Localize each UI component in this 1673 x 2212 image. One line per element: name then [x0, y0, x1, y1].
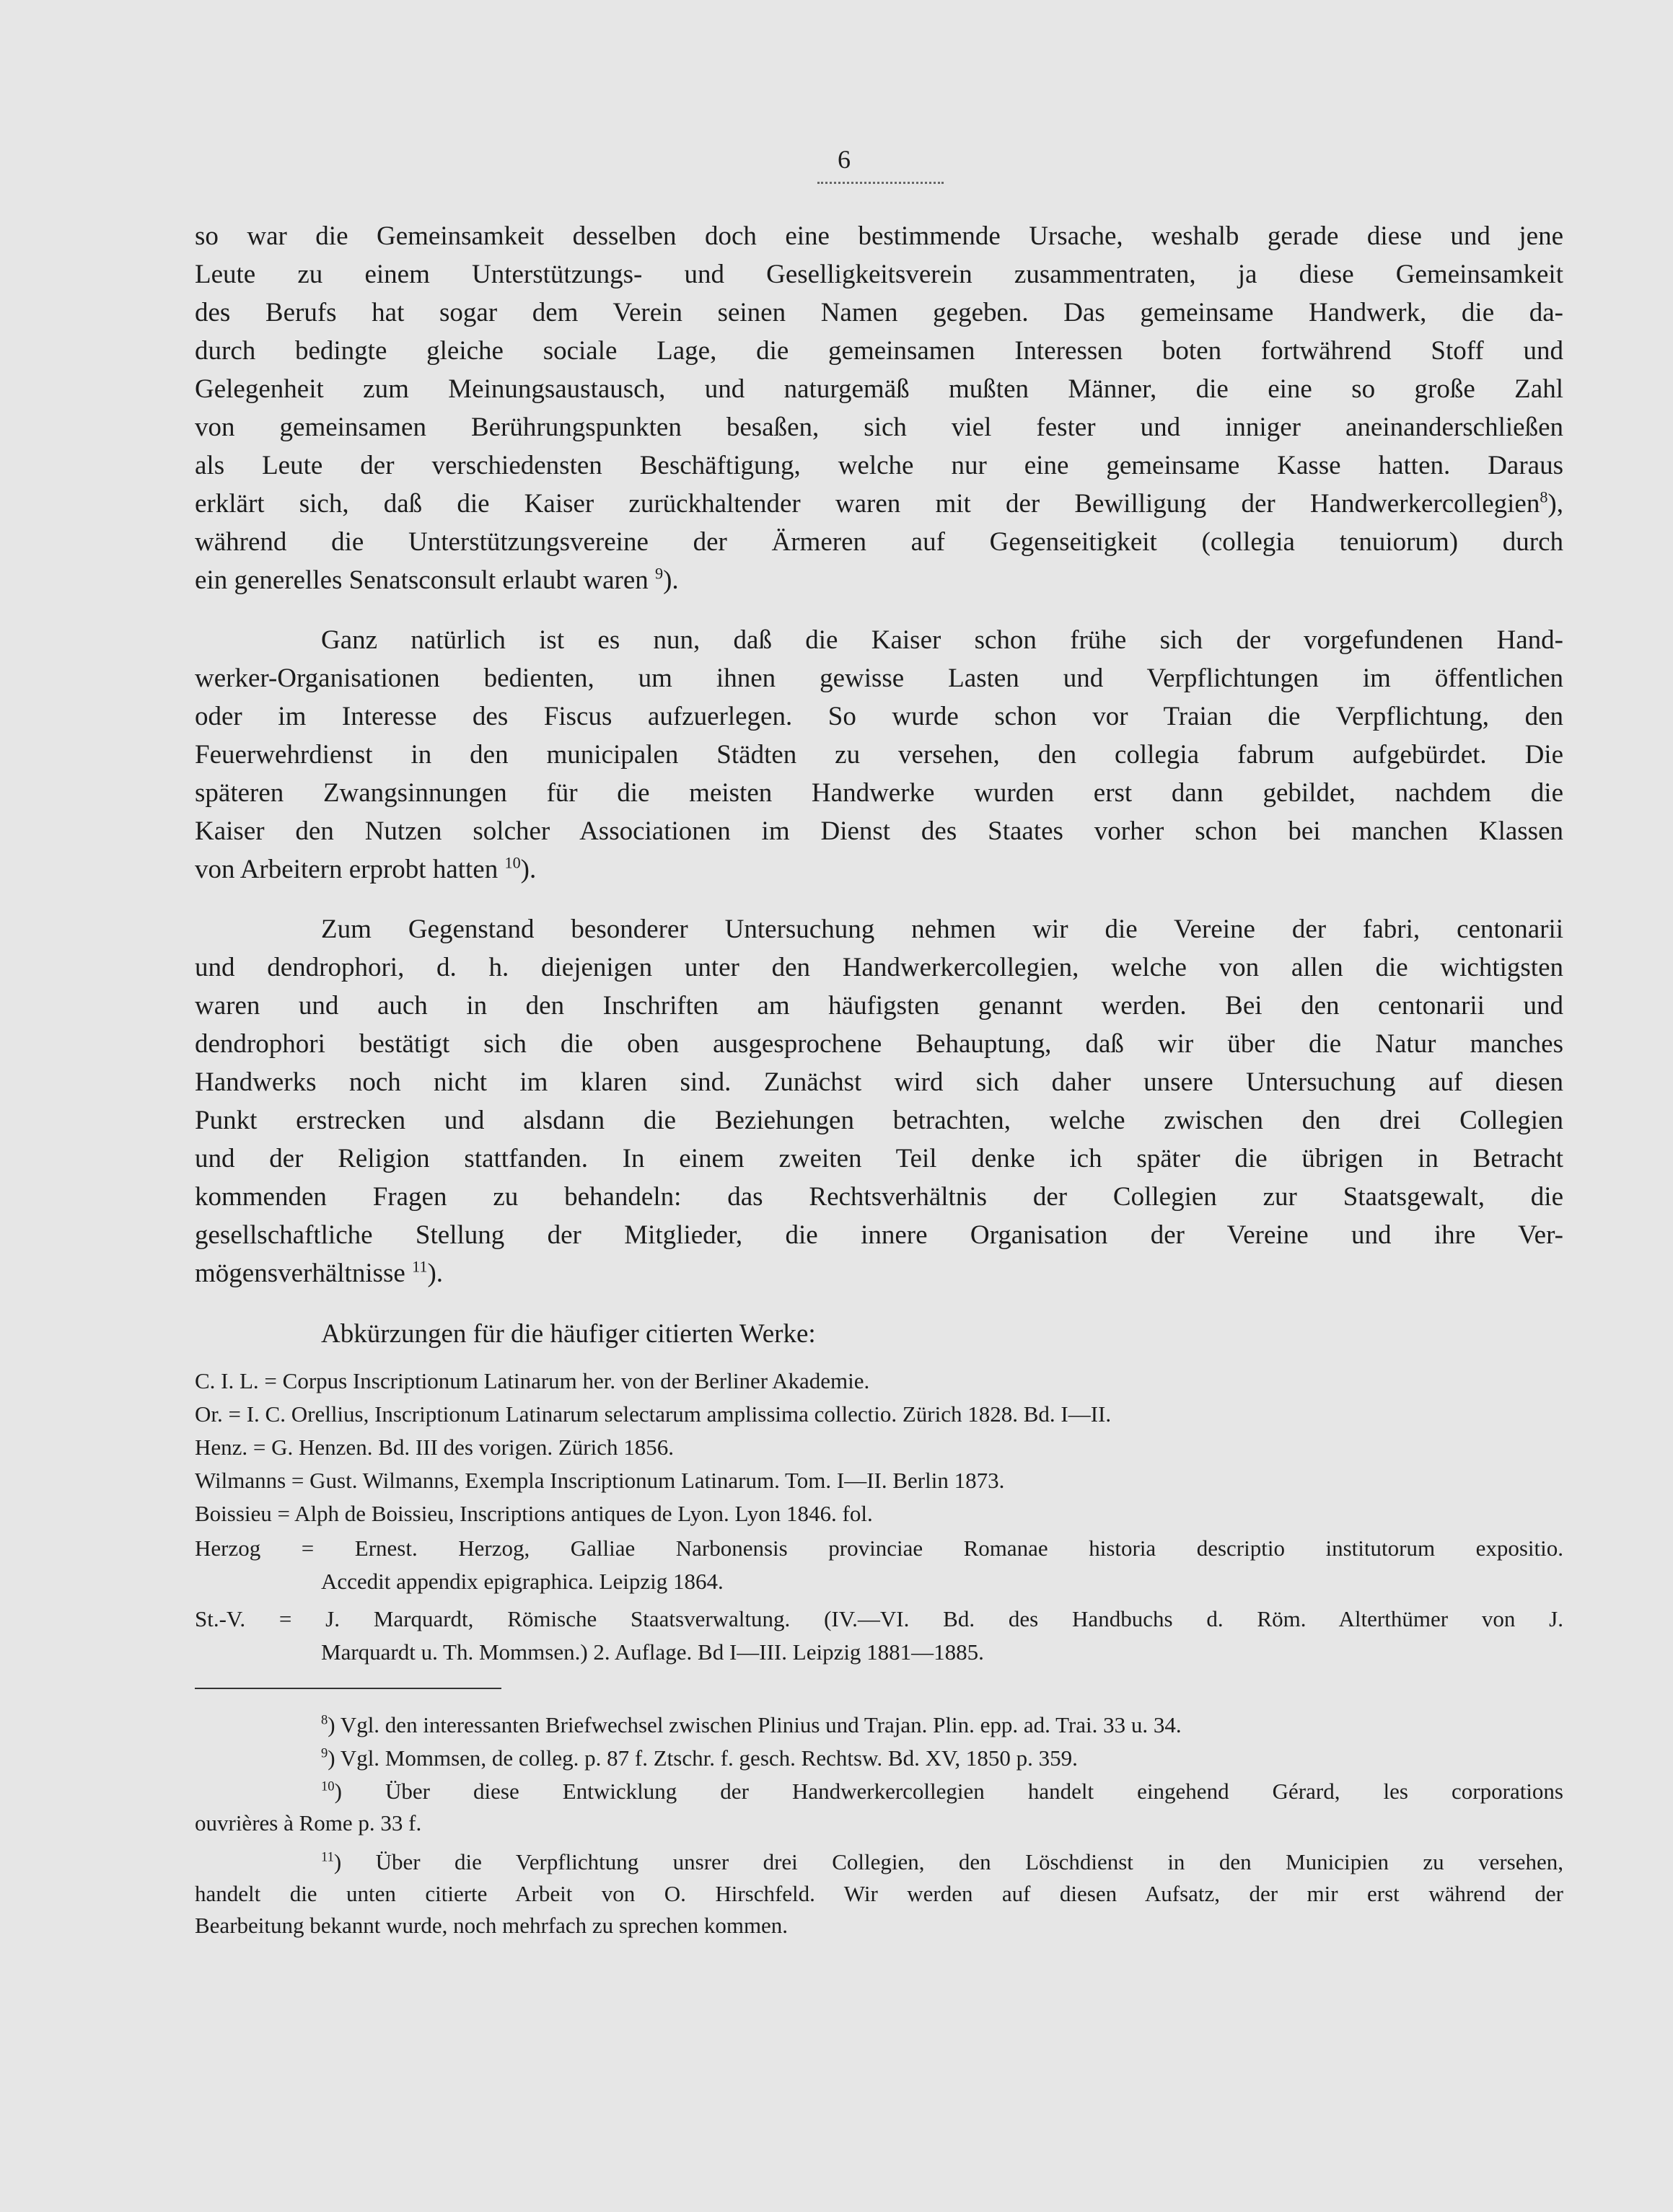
body-line: Kaiser den Nutzen solcher Associationen im Dienst des Staates vorher schon bei manchen Klassen [195, 816, 1563, 846]
body-line: ein generelles Senatsconsult erlaubt waren $^9$). [195, 564, 679, 595]
body-line: von Arbeitern erprobt hatten $^{10}$). [195, 853, 537, 884]
body-line: und der Religion stattfanden. In einem zweiten Teil denke ich später die übrigen in Betracht [195, 1144, 1563, 1173]
footnote-ref: 10 [504, 853, 521, 872]
body-line: und dendrophori, d. h. diejenigen unter den Handwerkercollegien, welche von allen die wichtigsten [195, 953, 1563, 982]
body-line: von gemeinsamen Berührungspunkten besaßen, sich viel fester und inniger aneinanderschließen [195, 413, 1563, 442]
footnote-separator [195, 1688, 501, 1689]
abbreviation-entry: St.-V. = J. Marquardt, Römische Staatsverwaltung. (IV.—VI. Bd. des Handbuchs d. Röm. Alterthümer von J. [195, 1606, 1563, 1631]
body-line: durch bedingte gleiche sociale Lage, die gemeinsamen Interessen boten fortwährend Stoff und [195, 336, 1563, 366]
body-line: dendrophori bestätigt sich die oben ausgesprochene Behauptung, daß wir über die Natur manches [195, 1029, 1563, 1059]
footnote: $^9$) Vgl. Mommsen, de colleg. p. 87 f. Ztschr. f. gesch. Rechtsw. Bd. XV, 1850 p. 359. [321, 1745, 1078, 1771]
footnote: $^8$) Vgl. den interessanten Briefwechsel zwischen Plinius und Trajan. Plin. epp. ad. Trai. 33 u. 34. [321, 1712, 1182, 1737]
body-line: erklärt sich, daß die Kaiser zurückhaltender waren mit der Bewilligung der Handwerkercollegien$^8$), [195, 488, 1563, 519]
abbreviation-entry: C. I. L. = Corpus Inscriptionum Latinarum her. von der Berliner Akademie. [195, 1368, 870, 1393]
abbreviations-heading: Abkürzungen für die häufiger citierten Werke: [321, 1319, 816, 1349]
footnote-cont: Bearbeitung bekannt wurde, noch mehrfach zu sprechen kommen. [195, 1913, 789, 1938]
footnote: $^{11}$) Über die Verpflichtung unsrer drei Collegien, den Löschdienst in den Municipien zu versehen, [321, 1849, 1563, 1874]
body-line: als Leute der verschiedensten Beschäftigung, welche nur eine gemeinsame Kasse hatten. Daraus [195, 451, 1563, 480]
footnote-cont: ouvrières à Rome p. 33 f. [195, 1810, 422, 1836]
body-line: während die Unterstützungsvereine der Ärmeren auf Gegenseitigkeit (collegia tenuiorum) durch [195, 527, 1563, 557]
body-line: mögensverhältnisse $^{11}$). [195, 1257, 444, 1288]
body-line: Handwerks noch nicht im klaren sind. Zunächst wird sich daher unsere Untersuchung auf diesen [195, 1067, 1563, 1097]
body-line: kommenden Fragen zu behandeln: das Rechtsverhältnis der Collegien zur Staatsgewalt, die [195, 1182, 1563, 1212]
body-line: Gelegenheit zum Meinungsaustausch, und naturgemäß mußten Männer, die eine so große Zahl [195, 374, 1563, 404]
body-line: Zum Gegenstand besonderer Untersuchung nehmen wir die Vereine der fabri, centonarii [321, 915, 1563, 944]
page-number-ornament [817, 182, 944, 184]
abbreviation-entry: Or. = I. C. Orellius, Inscriptionum Latinarum selectarum amplissima collectio. Zürich 1828. Bd. I—II. [195, 1401, 1112, 1427]
body-line: Leute zu einem Unterstützungs- und Geselligkeitsverein zusammentraten, ja diese Gemeinsamkeit [195, 260, 1563, 289]
body-line: Punkt erstrecken und alsdann die Beziehungen betrachten, welche zwischen den drei Collegien [195, 1106, 1563, 1135]
footnote-ref: 9 [655, 564, 664, 583]
footnote-cont: handelt die unten citierte Arbeit von O. Hirschfeld. Wir werden auf diesen Aufsatz, der mir erst während der [195, 1881, 1563, 1906]
body-line: so war die Gemeinsamkeit desselben doch eine bestimmende Ursache, weshalb gerade diese und jene [195, 221, 1563, 251]
body-line: waren und auch in den Inschriften am häufigsten genannt werden. Bei den centonarii und [195, 991, 1563, 1021]
page-number: 6 [838, 145, 851, 174]
abbreviation-entry-cont: Marquardt u. Th. Mommsen.) 2. Auflage. Bd I—III. Leipzig 1881—1885. [321, 1639, 984, 1665]
abbreviation-entry: Boissieu = Alph de Boissieu, Inscriptions antiques de Lyon. Lyon 1846. fol. [195, 1501, 873, 1526]
abbreviation-entry: Herzog = Ernest. Herzog, Galliae Narbonensis provinciae Romanae historia descriptio institutorum expositio. [195, 1535, 1563, 1561]
body-line: gesellschaftliche Stellung der Mitglieder, die innere Organisation der Vereine und ihre Ver- [195, 1220, 1563, 1250]
footnote-ref: 8 [1540, 488, 1548, 506]
body-line: Feuerwehrdienst in den municipalen Städten zu versehen, den collegia fabrum aufgebürdet. Die [195, 740, 1563, 770]
abbreviation-entry-cont: Accedit appendix epigraphica. Leipzig 1864. [321, 1569, 724, 1594]
body-line: werker-Organisationen bedienten, um ihnen gewisse Lasten und Verpflichtungen im öffentlichen [195, 664, 1563, 693]
abbreviation-entry: Wilmanns = Gust. Wilmanns, Exempla Inscriptionum Latinarum. Tom. I—II. Berlin 1873. [195, 1468, 1005, 1493]
body-line: Ganz natürlich ist es nun, daß die Kaiser schon frühe sich der vorgefundenen Hand- [321, 625, 1563, 655]
body-line: oder im Interesse des Fiscus aufzuerlegen. So wurde schon vor Traian die Verpflichtung, den [195, 702, 1563, 731]
body-line: späteren Zwangsinnungen für die meisten Handwerke wurden erst dann gebildet, nachdem die [195, 778, 1563, 808]
footnote: $^{10}$) Über diese Entwicklung der Handwerkercollegien handelt eingehend Gérard, les corporations [321, 1779, 1563, 1804]
footnote-ref: 11 [412, 1257, 428, 1276]
body-line: des Berufs hat sogar dem Verein seinen Namen gegeben. Das gemeinsame Handwerk, die da- [195, 298, 1563, 327]
abbreviation-entry: Henz. = G. Henzen. Bd. III des vorigen. Zürich 1856. [195, 1435, 674, 1460]
